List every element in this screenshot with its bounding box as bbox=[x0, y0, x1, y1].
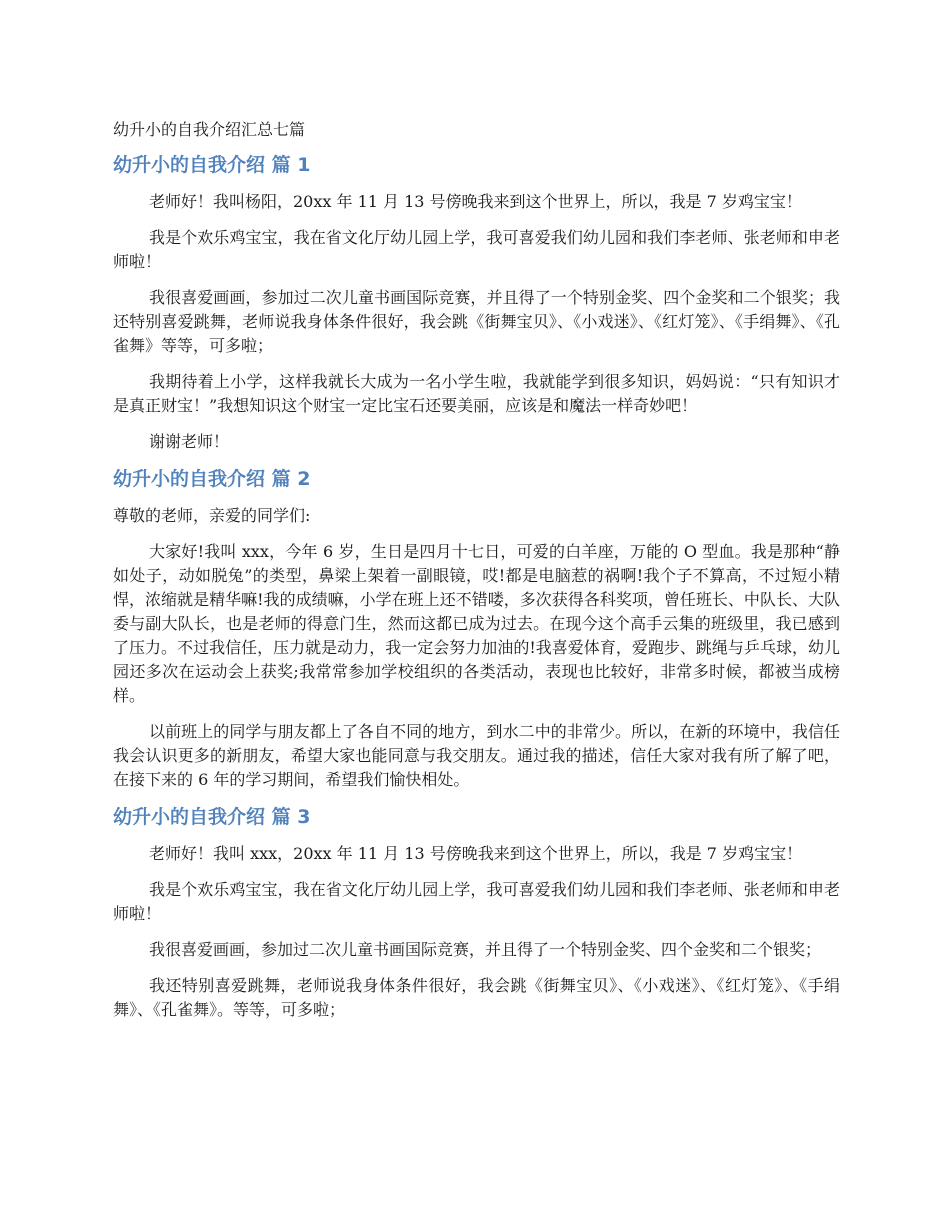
section-heading-3: 幼升小的自我介绍 篇 3 bbox=[113, 806, 311, 828]
paragraph: 我很喜爱画画，参加过二次儿童书画国际竞赛，并且得了一个特别金奖、四个金奖和二个银奖； bbox=[149, 940, 822, 959]
section-heading-2: 幼升小的自我介绍 篇 2 bbox=[113, 468, 311, 490]
paragraph: 老师好！我叫杨阳，20xx 年 11 月 13 号傍晚我来到这个世界上，所以，我是 7 岁鸡宝宝！ bbox=[149, 192, 802, 211]
paragraph: 我期待着上小学，这样我就长大成为一名小学生啦，我就能学到很多知识，妈妈说：“只有知识才是真正财宝！”我想知识这个财宝一定比宝石还要美丽，应该是和魔法一样奇妙吧！ bbox=[113, 372, 840, 415]
document-page bbox=[113, 118, 840, 1034]
paragraph: 我很喜爱画画，参加过二次儿童书画国际竞赛，并且得了一个特别金奖、四个金奖和二个银奖；我还特别喜爱跳舞，老师说我身体条件很好，我会跳《街舞宝贝》、《小戏迷》、《红灯笼》、《手绢舞》、《孔雀舞》等等，可多啦； bbox=[113, 288, 840, 355]
paragraph: 谢谢老师！ bbox=[149, 432, 230, 451]
paragraph: 我是个欢乐鸡宝宝，我在省文化厅幼儿园上学，我可喜爱我们幼儿园和我们李老师、张老师和申老师啦！ bbox=[113, 228, 840, 271]
salutation: 尊敬的老师，亲爱的同学们: bbox=[113, 506, 311, 525]
document-title: 幼升小的自我介绍汇总七篇 bbox=[113, 120, 306, 139]
paragraph: 大家好!我叫 xxx，今年 6 岁，生日是四月十七日，可爱的白羊座，万能的 O 型血。我是那种“静如处子，动如脱兔”的类型，鼻梁上架着一副眼镜，哎!都是电脑惹的祸啊!我个子不算高，不过短小精悍，浓缩就是精华嘛!我的成绩嘛，小学在班上还不错喽，多次获得各科奖项，曾任班长、中队长、大队委与副大队长，也是老师的得意门生，然而这都已成为过去。在现今这个高手云集的班级里，我已感到了压力。不过我信任，压力就是动力，我一定会努力加油的!我喜爱体育，爱跑步、跳绳与乒乓球，幼儿园还多次在运动会上获奖;我常常参加学校组织的各类活动，表现也比较好，非常多时候，都被当成榜样。 bbox=[113, 542, 840, 705]
paragraph: 我是个欢乐鸡宝宝，我在省文化厅幼儿园上学，我可喜爱我们幼儿园和我们李老师、张老师和申老师啦！ bbox=[113, 880, 840, 923]
section-heading-1: 幼升小的自我介绍 篇 1 bbox=[113, 154, 311, 176]
paragraph: 以前班上的同学与朋友都上了各自不同的地方，到水二中的非常少。所以，在新的环境中，我信任我会认识更多的新朋友，希望大家也能同意与我交朋友。通过我的描述，信任大家对我有所了解了吧，在接下来的 6 年的学习期间，希望我们愉快相处。 bbox=[113, 722, 840, 789]
paragraph: 老师好！我叫 xxx，20xx 年 11 月 13 号傍晚我来到这个世界上，所以，我是 7 岁鸡宝宝！ bbox=[149, 844, 803, 863]
paragraph: 我还特别喜爱跳舞，老师说我身体条件很好，我会跳《街舞宝贝》、《小戏迷》、《红灯笼》、《手绢舞》、《孔雀舞》。等等，可多啦； bbox=[113, 976, 840, 1019]
